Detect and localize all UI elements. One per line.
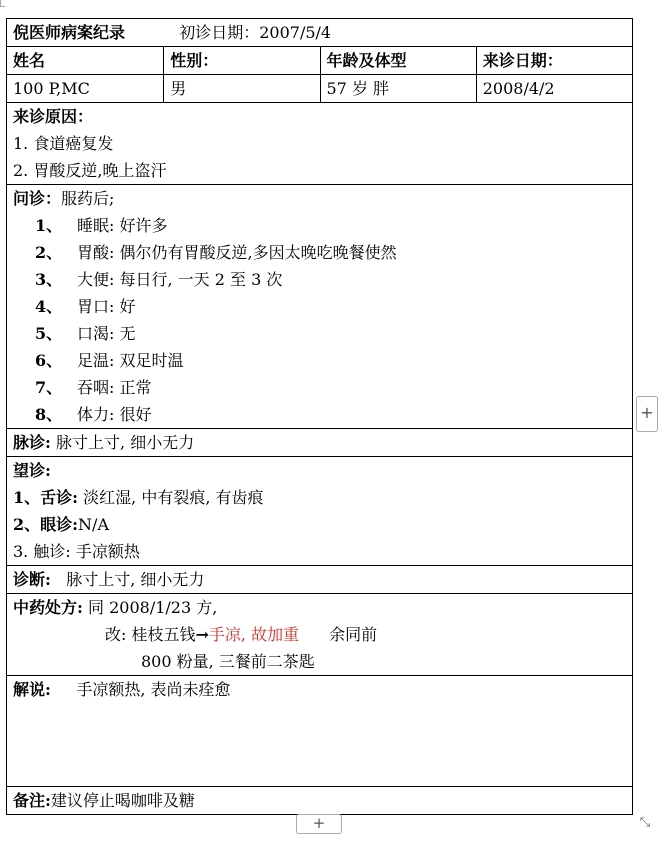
inquiry-item bbox=[7, 320, 632, 347]
first-visit-label: 初诊日期： bbox=[179, 23, 260, 42]
prescription-base: 同 2008/1/23 方, bbox=[88, 598, 218, 617]
diagnosis-label: 诊断: bbox=[13, 570, 51, 589]
inquiry-section bbox=[6, 185, 633, 429]
inquiry-item-number: 5、 bbox=[35, 324, 63, 343]
inquiry-item bbox=[7, 293, 632, 320]
name-value: 100 P,MC bbox=[13, 79, 90, 98]
notes-text: 建议停止喝咖啡及糖 bbox=[50, 791, 195, 810]
inquiry-item-text: 胃酸: 偶尔仍有胃酸反逆,多因太晚吃晚餐使然 bbox=[77, 243, 397, 262]
inquiry-item-text: 胃口: 好 bbox=[77, 297, 136, 316]
inquiry-item bbox=[7, 212, 632, 239]
inspection-label: 望诊: bbox=[13, 461, 51, 480]
inquiry-item-number: 3、 bbox=[35, 270, 63, 289]
reason-item: 1. 食道癌复发 bbox=[13, 134, 114, 153]
age-build-value: 57 岁 胖 bbox=[320, 75, 476, 102]
visit-date-value: 2008/4/2 bbox=[476, 75, 632, 102]
inquiry-item-text: 足温: 双足时温 bbox=[77, 351, 184, 370]
arrow-icon: → bbox=[195, 625, 209, 644]
inquiry-item-text: 吞咽: 正常 bbox=[77, 378, 152, 397]
resize-handle-icon[interactable]: ⤡ bbox=[639, 815, 651, 830]
inquiry-item-text: 睡眠: 好许多 bbox=[77, 216, 168, 235]
explanation-section bbox=[6, 676, 633, 787]
prescription-section bbox=[6, 594, 633, 676]
info-values-row bbox=[6, 75, 633, 103]
eye-label: 2、眼诊: bbox=[13, 515, 79, 534]
explanation-label: 解说: bbox=[13, 680, 51, 699]
first-visit-date: 2007/5/4 bbox=[259, 23, 332, 42]
inquiry-item bbox=[7, 401, 632, 428]
inquiry-item bbox=[7, 347, 632, 374]
inquiry-item-number: 2、 bbox=[35, 243, 63, 262]
info-header-row bbox=[6, 47, 633, 75]
inquiry-item-number: 6、 bbox=[35, 351, 63, 370]
prescription-modify: 改: 桂枝五钱 bbox=[105, 625, 196, 644]
diagnosis-section bbox=[6, 566, 633, 594]
inquiry-item-number: 1、 bbox=[35, 216, 63, 235]
reason-section bbox=[6, 103, 633, 185]
pulse-section bbox=[6, 429, 633, 457]
prescription-label: 中药处方: bbox=[13, 598, 83, 617]
record-title: 倪医师病案纪录 bbox=[13, 23, 126, 42]
prescription-rest: 余同前 bbox=[329, 625, 378, 644]
gender-value: 男 bbox=[163, 75, 319, 102]
notes-label: 备注: bbox=[13, 791, 51, 810]
age-build-header: 年龄及体型 bbox=[320, 47, 476, 74]
reason-item: 2. 胃酸反逆,晚上盗汗 bbox=[13, 161, 167, 180]
inquiry-label: 问诊： bbox=[13, 189, 62, 208]
name-header: 姓名 bbox=[13, 51, 46, 70]
diagnosis-text: 脉寸上寸, 细小无力 bbox=[66, 570, 205, 589]
touch-text: 3. 触诊: 手凉额热 bbox=[13, 542, 140, 561]
add-column-button[interactable]: + bbox=[636, 396, 658, 432]
inquiry-item-text: 口渴: 无 bbox=[77, 324, 136, 343]
inquiry-intro: 服药后; bbox=[61, 189, 115, 208]
inspection-section bbox=[6, 457, 633, 566]
add-row-button[interactable]: + bbox=[296, 814, 342, 834]
inquiry-item bbox=[7, 374, 632, 401]
title-row bbox=[6, 18, 633, 47]
inquiry-item bbox=[7, 239, 632, 266]
inquiry-item-text: 大便: 每日行, 一天 2 至 3 次 bbox=[77, 270, 283, 289]
inquiry-item bbox=[7, 266, 632, 293]
explanation-text: 手凉额热, 表尚未痊愈 bbox=[76, 680, 231, 699]
corner-mark bbox=[0, 0, 5, 7]
reason-label: 来诊原因： bbox=[13, 107, 94, 126]
medical-record-table bbox=[6, 18, 633, 815]
inquiry-item-number: 7、 bbox=[35, 378, 63, 397]
gender-header: 性别： bbox=[163, 47, 319, 74]
inquiry-item-number: 8、 bbox=[35, 405, 63, 424]
notes-section bbox=[6, 787, 633, 815]
tongue-text: 淡红湿, 中有裂痕, 有齿痕 bbox=[83, 488, 264, 507]
visit-date-header: 来诊日期： bbox=[476, 47, 632, 74]
inquiry-item-number: 4、 bbox=[35, 297, 63, 316]
eye-text: N/A bbox=[78, 515, 109, 534]
tongue-label: 1、舌诊: bbox=[13, 488, 79, 507]
pulse-text: 脉寸上寸, 细小无力 bbox=[56, 433, 195, 452]
inquiry-item-text: 体力: 很好 bbox=[77, 405, 152, 424]
pulse-label: 脉诊: bbox=[13, 433, 51, 452]
prescription-modify-reason: 手凉, 故加重 bbox=[208, 625, 300, 644]
prescription-dosage: 800 粉量, 三餐前二茶匙 bbox=[141, 652, 315, 671]
